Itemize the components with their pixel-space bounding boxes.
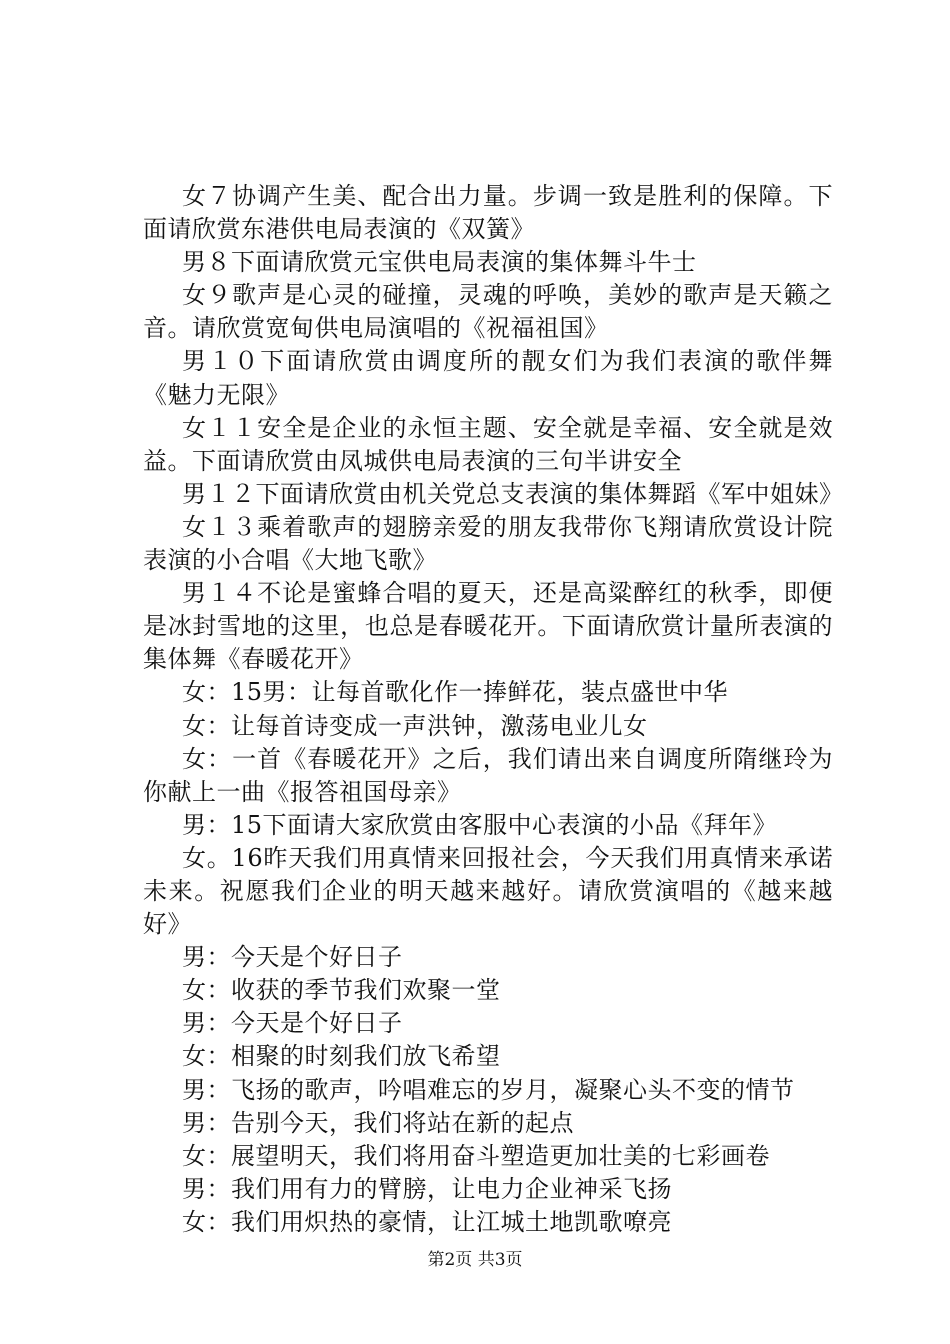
paragraph-male-12: 男１２下面请欣赏由机关党总支表演的集体舞蹈《军中姐妹》 <box>182 479 844 508</box>
paragraph-closing-2: 女：收获的季节我们欢聚一堂 <box>182 976 501 1005</box>
paragraph-male-15: 男：15下面请大家欣赏由客服中心表演的小品《拜年》 <box>182 810 778 839</box>
paragraph-closing-6: 男：告别今天，我们将站在新的起点 <box>182 1108 574 1137</box>
script-body <box>143 180 844 1239</box>
paragraph-closing-1: 男：今天是个好日子 <box>182 943 403 972</box>
paragraph-female-7: 女７协调产生美、配合出力量。步调一致是胜利的保障。下面请欣赏东港供电局表演的《双簧》 <box>143 182 833 244</box>
paragraph-male-8: 男８下面请欣赏元宝供电局表演的集体舞斗牛士 <box>182 248 697 277</box>
paragraph-female-13: 女１３乘着歌声的翅膀亲爱的朋友我带你飞翔请欣赏设计院表演的小合唱《大地飞歌》 <box>143 512 833 575</box>
paragraph-15-duet: 女：15男：让每首歌化作一捧鲜花，装点盛世中华 <box>182 678 729 707</box>
paragraph-female-16: 女。16昨天我们用真情来回报社会，今天我们用真情来承诺未来。祝愿我们企业的明天越来越好。请欣赏演唱的《越来越好》 <box>143 843 833 939</box>
paragraph-male-14: 男１４不论是蜜蜂合唱的夏天，还是高粱醉红的秋季，即便是冰封雪地的这里，也总是春暖花开。下面请欣赏计量所表演的集体舞《春暖花开》 <box>143 579 833 674</box>
paragraph-closing-9: 女：我们用炽热的豪情，让江城土地凯歌嘹亮 <box>182 1207 672 1236</box>
paragraph-female-9: 女９歌声是心灵的碰撞，灵魂的呼唤，美妙的歌声是天籁之音。请欣赏宽甸供电局演唱的《祝福祖国》 <box>143 281 833 343</box>
paragraph-closing-5: 男：飞扬的歌声，吟唱难忘的岁月，凝聚心头不变的情节 <box>182 1075 795 1104</box>
paragraph-closing-4: 女：相聚的时刻我们放飞希望 <box>182 1042 501 1071</box>
paragraph-closing-7: 女：展望明天，我们将用奋斗塑造更加壮美的七彩画卷 <box>182 1141 770 1170</box>
paragraph-female-poem: 女：让每首诗变成一声洪钟，激荡电业儿女 <box>182 711 648 740</box>
paragraph-closing-3: 男：今天是个好日子 <box>182 1009 403 1038</box>
paragraph-male-10: 男１０下面请欣赏由调度所的靓女们为我们表演的歌伴舞《魅力无限》 <box>143 347 833 409</box>
paragraph-closing-8: 男：我们用有力的臂膀，让电力企业神采飞扬 <box>182 1174 672 1203</box>
paragraph-female-song-intro: 女：一首《春暖花开》之后，我们请出来自调度所隋继玲为你献上一曲《报答祖国母亲》 <box>143 744 833 806</box>
page-number-footer: 第2页 共3页 <box>427 1250 523 1270</box>
paragraph-female-11: 女１１安全是企业的永恒主题、安全就是幸福、安全就是效益。下面请欣赏由凤城供电局表演的三句半讲安全 <box>143 413 833 475</box>
